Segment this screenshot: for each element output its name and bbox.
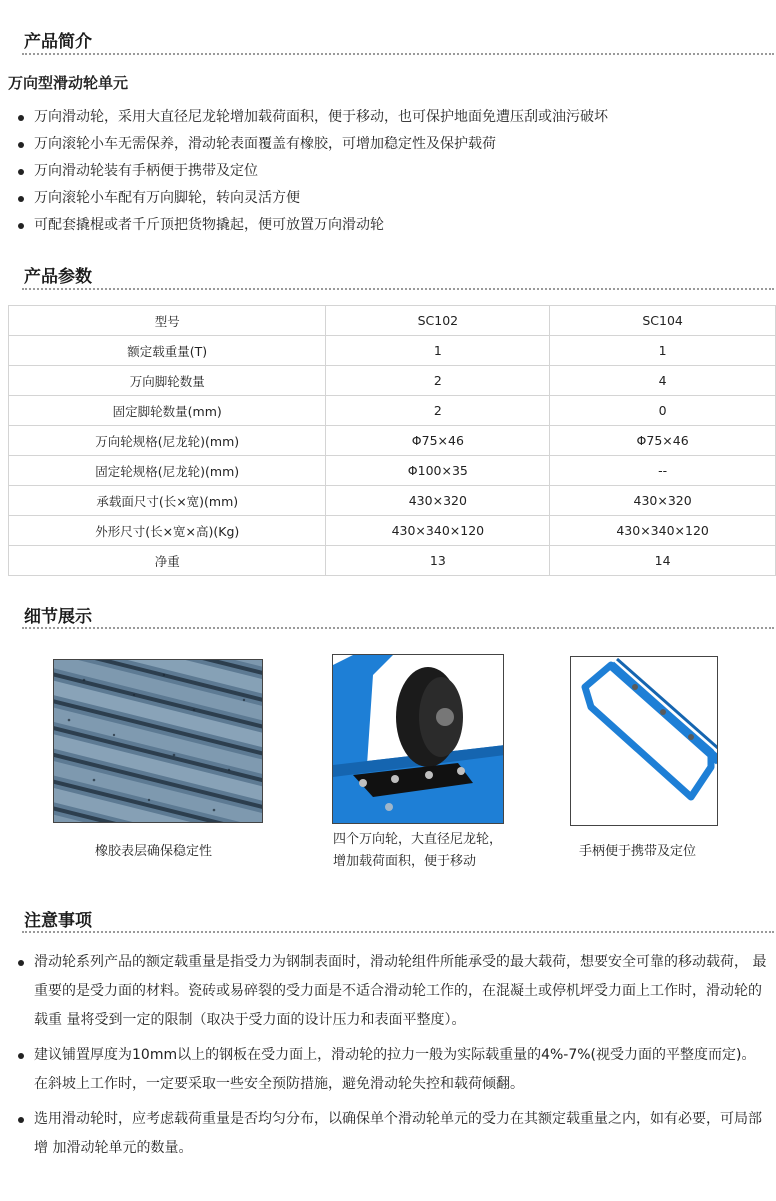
photo-caption: 橡胶表层确保稳定性	[95, 844, 213, 859]
list-item	[16, 1041, 774, 1099]
handle-photo	[570, 656, 718, 826]
table-cell: 万向轮规格(尼龙轮)(mm)	[9, 426, 326, 456]
list-item: 万向滚轮小车无需保养，滑动轮表面覆盖有橡胶，可增加稳定性及保护载荷	[16, 131, 608, 158]
table-cell: 430×320	[550, 486, 776, 516]
intro-bullet-list	[16, 104, 608, 239]
caption-line: 增加载荷面积，便于移动	[333, 854, 477, 869]
table-cell: 13	[326, 546, 550, 576]
table-row	[9, 546, 776, 576]
table-row	[9, 426, 776, 456]
list-item: 可配套撬棍或者千斤顶把货物撬起，便可放置万向滑动轮	[16, 212, 608, 239]
divider	[22, 288, 774, 290]
rubber-surface-photo	[53, 659, 263, 823]
section-heading-params: 产品参数	[24, 267, 92, 287]
caster-wheel-photo	[332, 654, 504, 824]
divider	[22, 627, 774, 629]
table-cell: 万向脚轮数量	[9, 366, 326, 396]
table-cell: 430×320	[326, 486, 550, 516]
table-cell: 固定脚轮数量(mm)	[9, 396, 326, 426]
table-row	[9, 336, 776, 366]
list-item: 万向滑动轮装有手柄便于携带及定位	[16, 158, 608, 185]
table-cell: 14	[550, 546, 776, 576]
list-item: 万向滚轮小车配有万向脚轮，转向灵活方便	[16, 185, 608, 212]
table-row	[9, 396, 776, 426]
table-row	[9, 516, 776, 546]
table-cell: 净重	[9, 546, 326, 576]
notes-list	[16, 948, 774, 1169]
caster-wheel-image	[333, 655, 504, 824]
table-cell: 额定载重量(T)	[9, 336, 326, 366]
table-cell: Φ75×46	[326, 426, 550, 456]
photo-caption	[333, 829, 502, 873]
table-cell: SC104	[550, 306, 776, 336]
section-heading-details: 细节展示	[24, 607, 92, 627]
table-row	[9, 366, 776, 396]
table-cell: 0	[550, 396, 776, 426]
list-item	[16, 1105, 774, 1163]
divider	[22, 931, 774, 933]
table-row	[9, 306, 776, 336]
table-cell: 2	[326, 396, 550, 426]
caption-line: 四个万向轮，大直径尼龙轮，	[333, 832, 503, 847]
table-row	[9, 486, 776, 516]
rubber-surface-image	[54, 660, 263, 823]
section-heading-notes: 注意事项	[24, 911, 92, 931]
table-cell: 4	[550, 366, 776, 396]
photo-caption: 手柄便于携带及定位	[579, 844, 697, 859]
table-row	[9, 456, 776, 486]
divider	[22, 53, 774, 55]
handle-image	[571, 657, 718, 826]
table-cell: 1	[326, 336, 550, 366]
params-table	[8, 305, 776, 576]
section-heading-intro: 产品简介	[24, 32, 92, 52]
table-cell: 外形尺寸(长×宽×高)(Kg)	[9, 516, 326, 546]
table-cell: --	[550, 456, 776, 486]
table-cell: Φ100×35	[326, 456, 550, 486]
list-item	[16, 948, 774, 1035]
note-text: 滑动轮系列产品的额定载重量是指受力为钢制表面时，滑动轮组件所能承受的最大载荷，想要安全可靠的移动载荷， 最重要的是受力面的材料。瓷砖或易碎裂的受力面是不适合滑动轮工作的，在混凝土或停机坪受力面上工作时，滑动轮的载重 量将受到一定的限制（取决于受力面的设计压力和表面平整度）。	[34, 954, 767, 1028]
table-cell: 2	[326, 366, 550, 396]
table-cell: SC102	[326, 306, 550, 336]
table-cell: 固定轮规格(尼龙轮)(mm)	[9, 456, 326, 486]
table-cell: 承载面尺寸(长×宽)(mm)	[9, 486, 326, 516]
note-subtext: 在斜坡上工作时，一定要采取一些安全预防措施，避免滑动轮失控和载荷倾翻。	[34, 1076, 524, 1092]
table-cell: 型号	[9, 306, 326, 336]
table-cell: 430×340×120	[550, 516, 776, 546]
table-cell: 1	[550, 336, 776, 366]
list-item: 万向滑动轮，采用大直径尼龙轮增加载荷面积，便于移动，也可保护地面免遭压刮或油污破坏	[16, 104, 608, 131]
note-text: 选用滑动轮时，应考虑载荷重量是否均匀分布，以确保单个滑动轮单元的受力在其额定载重量之内，如有必要，可局部增 加滑动轮单元的数量。	[34, 1111, 762, 1156]
note-text: 建议铺置厚度为10mm以上的钢板在受力面上，滑动轮的拉力一般为实际载重量的4%-7%(视受力面的平整度而定)。	[34, 1047, 756, 1063]
product-subtitle: 万向型滑动轮单元	[8, 74, 129, 92]
table-cell: 430×340×120	[326, 516, 550, 546]
table-cell: Φ75×46	[550, 426, 776, 456]
